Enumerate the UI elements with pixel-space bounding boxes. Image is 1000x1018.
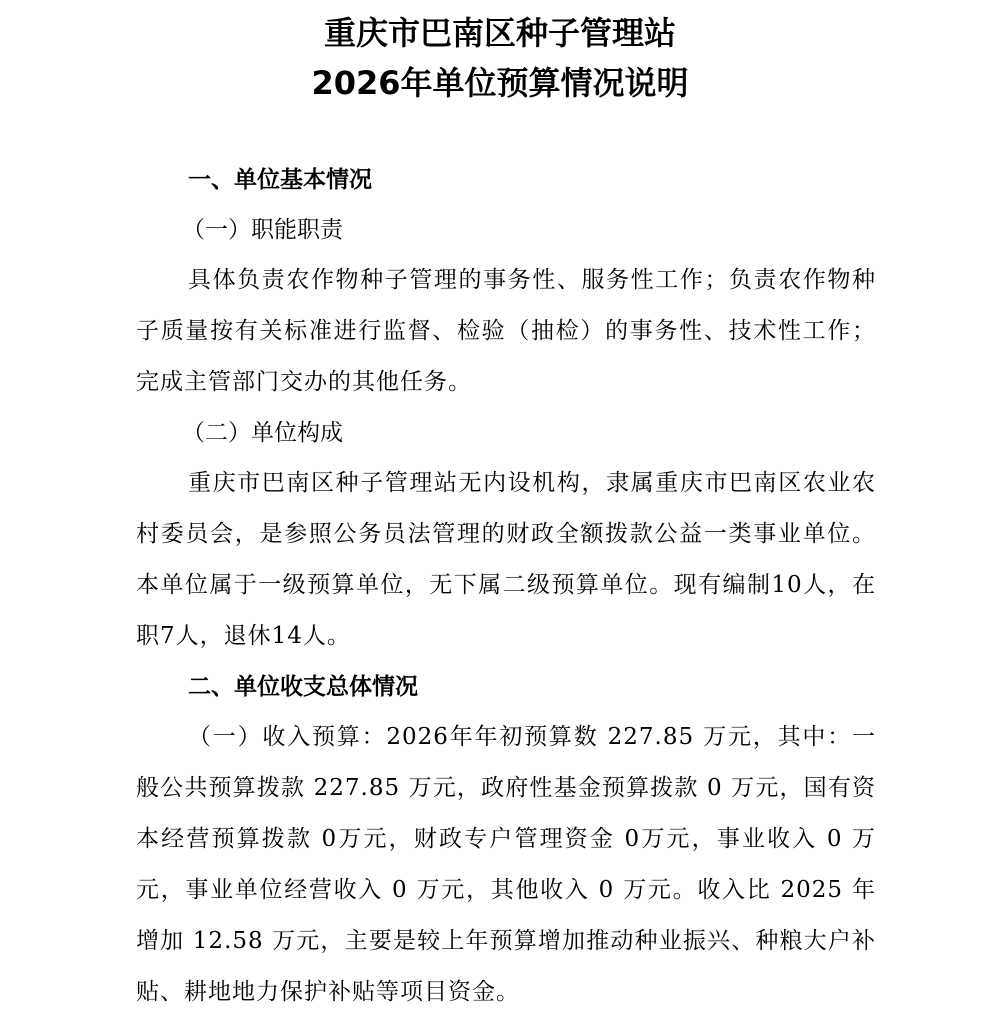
subsection-duties-heading: （一）职能职责 (182, 217, 343, 243)
income-budget-text: （一）收入预算：2026年年初预算数 227.85 万元，其中：一般公共预算拨款 227.85 万元，政府性基金预算拨款 0 万元，国有资本经营预算拨款 0万元，财政专户管理资金 0万元，事业收入 0 万元，事业单位经营收入 0 万元，其他收入 0 万元。收入比 2025 年增加 12.58 万元，主要是较上年预算增加推动种业振兴、种粮大户补贴、耕地地力保护补贴等项目资金。 (136, 724, 876, 1005)
section-2-heading: 二、单位收支总体情况 (188, 674, 418, 700)
subsection-duties-text: 具体负责农作物种子管理的事务性、服务性工作；负责农作物种子质量按有关标准进行监督、检验（抽检）的事务性、技术性工作；完成主管部门交办的其他任务。 (136, 267, 876, 395)
document-title (0, 8, 1000, 108)
document-body (136, 155, 876, 1018)
subsection-structure-heading: （二）单位构成 (182, 420, 343, 446)
section-1-heading: 一、单位基本情况 (188, 167, 372, 193)
title-line-1: 重庆市巴南区种子管理站 (323, 14, 676, 52)
subsection-structure-text: 重庆市巴南区种子管理站无内设机构，隶属重庆市巴南区农业农村委员会，是参照公务员法管理的财政全额拨款公益一类事业单位。本单位属于一级预算单位，无下属二级预算单位。现有编制10人，在职7人，退休14人。 (136, 470, 876, 649)
title-line-2: 2026年单位预算情况说明 (311, 64, 689, 102)
